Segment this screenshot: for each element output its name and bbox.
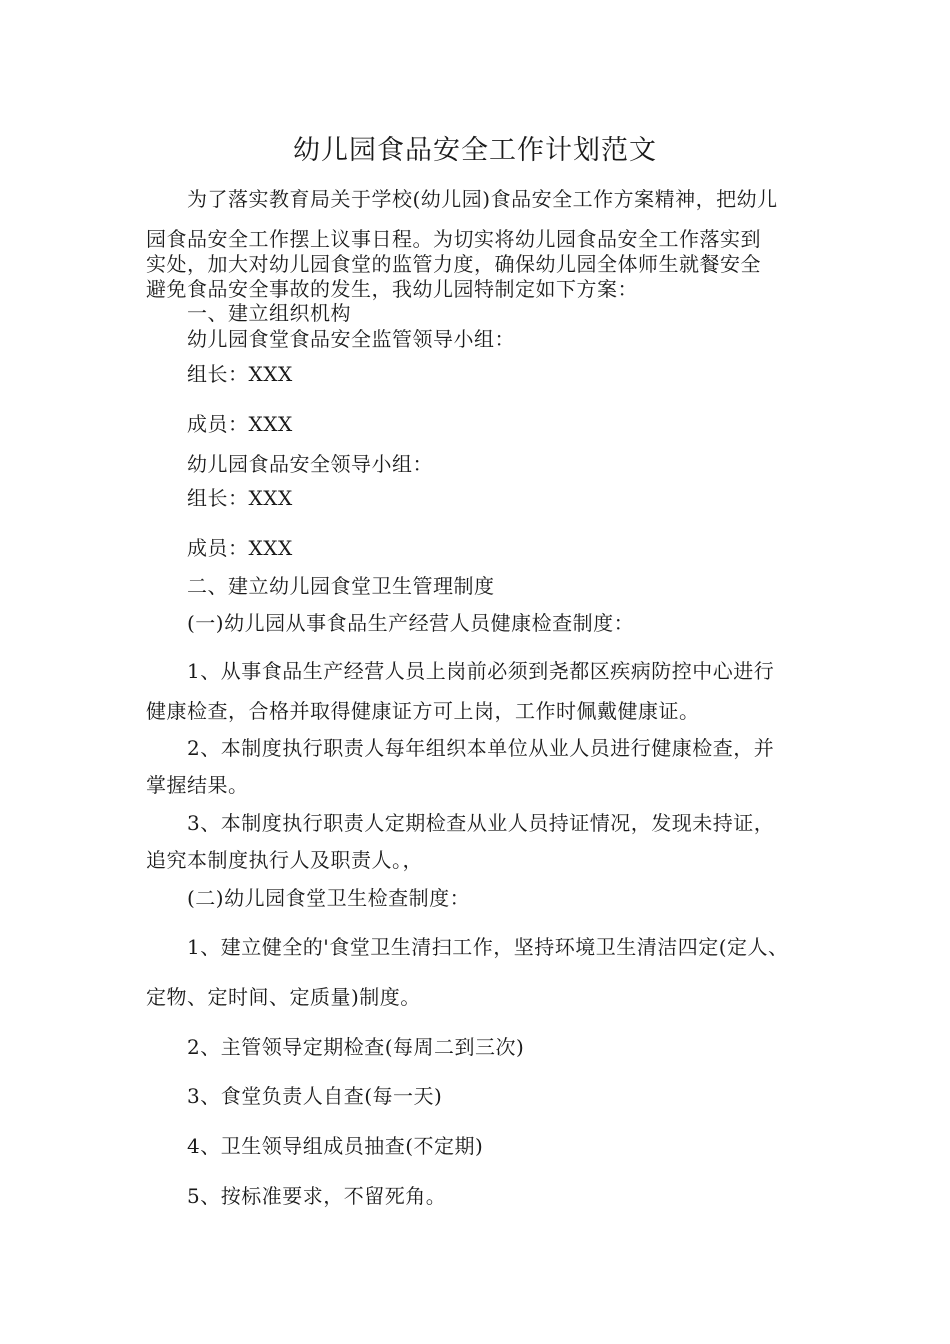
- section-heading: 二、建立幼儿园食堂卫生管理制度: [187, 574, 495, 598]
- paragraph-line: 避免食品安全事故的发生，我幼儿园特制定如下方案：: [146, 277, 638, 301]
- paragraph-line: 园食品安全工作摆上议事日程。为切实将幼儿园食品安全工作落实到: [146, 227, 761, 251]
- paragraph-line: 1、建立健全的'食堂卫生清扫工作，坚持环境卫生清洁四定(定人、: [187, 935, 789, 959]
- paragraph-line: 健康检查，合格并取得健康证方可上岗，工作时佩戴健康证。: [146, 699, 700, 723]
- subsection-heading: (二)幼儿园食堂卫生检查制度：: [187, 886, 471, 910]
- document-title: 幼儿园食品安全工作计划范文: [293, 135, 657, 166]
- paragraph-line: 组长：XXX: [187, 486, 293, 510]
- paragraph-line: 组长：XXX: [187, 362, 293, 386]
- paragraph-line: 1、从事食品生产经营人员上岗前必须到尧都区疾病防控中心进行: [187, 659, 775, 683]
- paragraph-line: 幼儿园食品安全领导小组：: [187, 452, 433, 476]
- paragraph-line: 5、按标准要求，不留死角。: [187, 1184, 447, 1208]
- paragraph-line: 成员：XXX: [187, 536, 293, 560]
- paragraph-line: 幼儿园食堂食品安全监管领导小组：: [187, 327, 515, 351]
- subsection-heading: (一)幼儿园从事食品生产经营人员健康检查制度：: [187, 611, 635, 635]
- paragraph-line: 成员：XXX: [187, 412, 293, 436]
- paragraph-line: 掌握结果。: [146, 773, 249, 797]
- section-heading: 一、建立组织机构: [187, 301, 351, 325]
- paragraph-line: 3、本制度执行职责人定期检查从业人员持证情况，发现未持证，: [187, 811, 775, 835]
- paragraph-line: 2、主管领导定期检查(每周二到三次): [187, 1035, 525, 1059]
- paragraph-line: 定物、定时间、定质量)制度。: [146, 985, 421, 1009]
- paragraph-line: 实处，加大对幼儿园食堂的监管力度，确保幼儿园全体师生就餐安全: [146, 252, 761, 276]
- paragraph-line: 追究本制度执行人及职责人。，: [146, 848, 423, 872]
- paragraph-line: 3、食堂负责人自查(每一天): [187, 1084, 443, 1108]
- paragraph-line: 2、本制度执行职责人每年组织本单位从业人员进行健康检查，并: [187, 736, 775, 760]
- paragraph-line: 为了落实教育局关于学校(幼儿园)食品安全工作方案精神，把幼儿: [187, 187, 778, 211]
- paragraph-line: 4、卫生领导组成员抽查(不定期): [187, 1134, 484, 1158]
